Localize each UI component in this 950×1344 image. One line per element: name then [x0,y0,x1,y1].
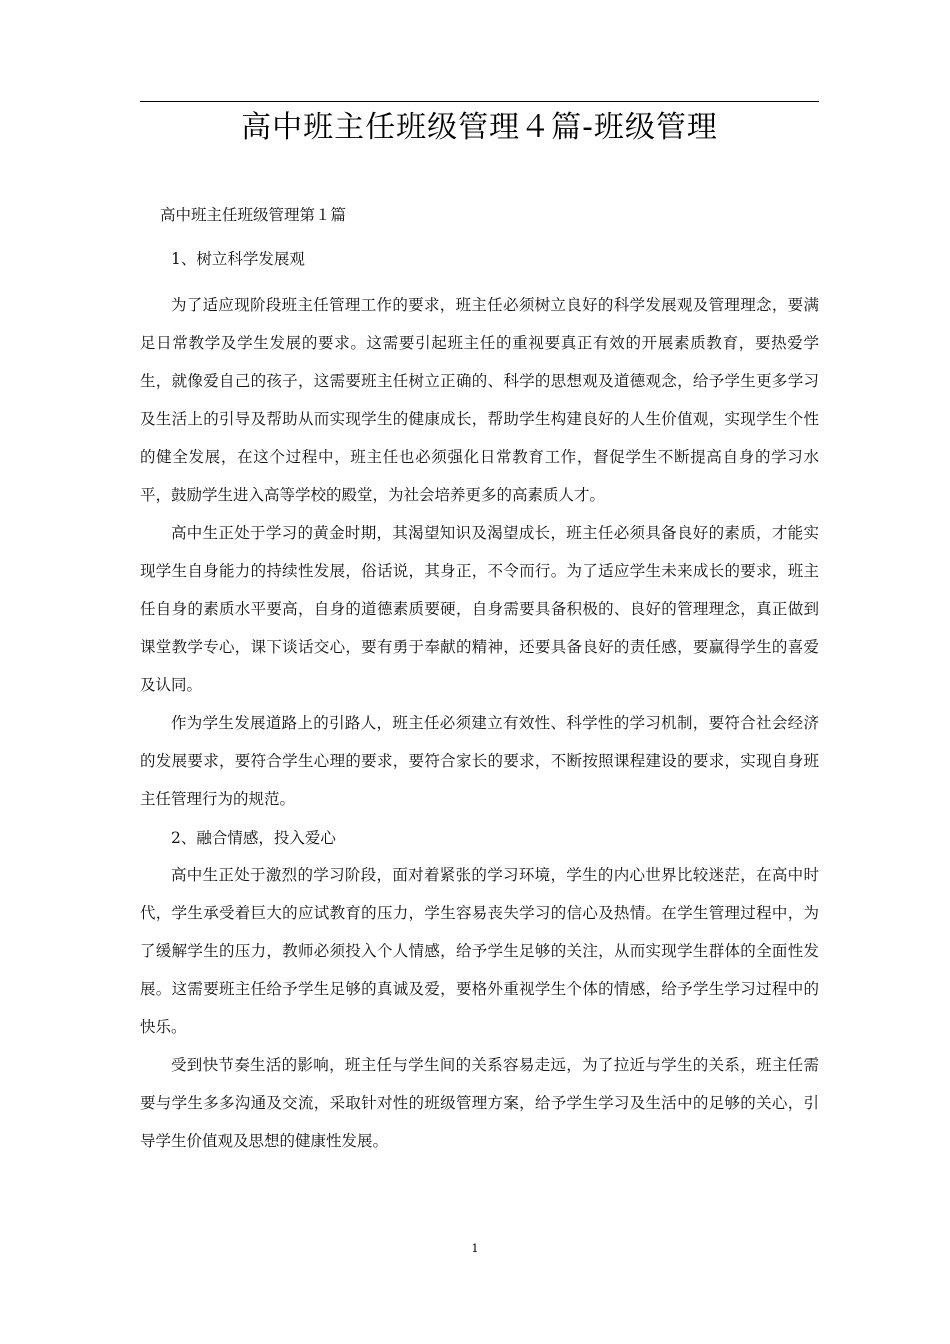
paragraph-1: 为了适应现阶段班主任管理工作的要求，班主任必须树立良好的科学发展观及管理理念，要满足日常教学及学生发展的要求。这需要引起班主任的重视要真正有效的开展素质教育，要热爱学生，就像爱自己的孩子，这需要班主任树立正确的、科学的思想观及道德观念，给予学生更多学习及生活上的引导及帮助从而实现学生的健康成长，帮助学生构建良好的人生价值观，实现学生个性的健全发展，在这个过程中，班主任也必须强化日常教育工作，督促学生不断提高自身的学习水平，鼓励学生进入高等学校的殿堂，为社会培养更多的高素质人才。 [140,296,819,504]
paragraph-5: 受到快节奏生活的影响，班主任与学生间的关系容易走远，为了拉近与学生的关系，班主任需要与学生多多沟通及交流，采取针对性的班级管理方案，给予学生学习及生活中的足够的关心，引导学生价值观及思想的健康性发展。 [140,1056,819,1150]
document-body [140,241,819,1160]
page-number: 1 [471,1242,479,1255]
paragraph-2: 高中生正处于学习的黄金时期，其渴望知识及渴望成长，班主任必须具备良好的素质，才能实现学生自身能力的持续性发展，俗话说，其身正，不令而行。为了适应学生未来成长的要求，班主任自身的素质水平要高，自身的道德素质要硬，自身需要具备积极的、良好的管理理念，真正做到课堂教学专心，课下谈话交心，要有勇于奉献的精神，还要具备良好的责任感，要赢得学生的喜爱及认同。 [140,524,819,694]
section-heading-1: 1、树立科学发展观 [171,250,305,268]
header-rule [140,101,819,102]
section-heading-2: 2、融合情感，投入爱心 [171,829,336,847]
paragraph-3: 作为学生发展道路上的引路人，班主任必须建立有效性、科学性的学习机制，要符合社会经济的发展要求，要符合学生心理的要求，要符合家长的要求，不断按照课程建设的要求，实现自身班主任管理行为的规范。 [140,714,819,808]
document-title: 高中班主任班级管理４篇-班级管理 [241,110,718,145]
section-subtitle: 高中班主任班级管理第１篇 [160,206,347,224]
paragraph-4: 高中生正处于激烈的学习阶段，面对着紧张的学习环境，学生的内心世界比较迷茫，在高中时代，学生承受着巨大的应试教育的压力，学生容易丧失学习的信心及热情。在学生管理过程中，为了缓解学生的压力，教师必须投入个人情感，给予学生足够的关注，从而实现学生群体的全面性发展。这需要班主任给予学生足够的真诚及爱，要格外重视学生个体的情感，给予学生学习过程中的快乐。 [140,866,819,1036]
